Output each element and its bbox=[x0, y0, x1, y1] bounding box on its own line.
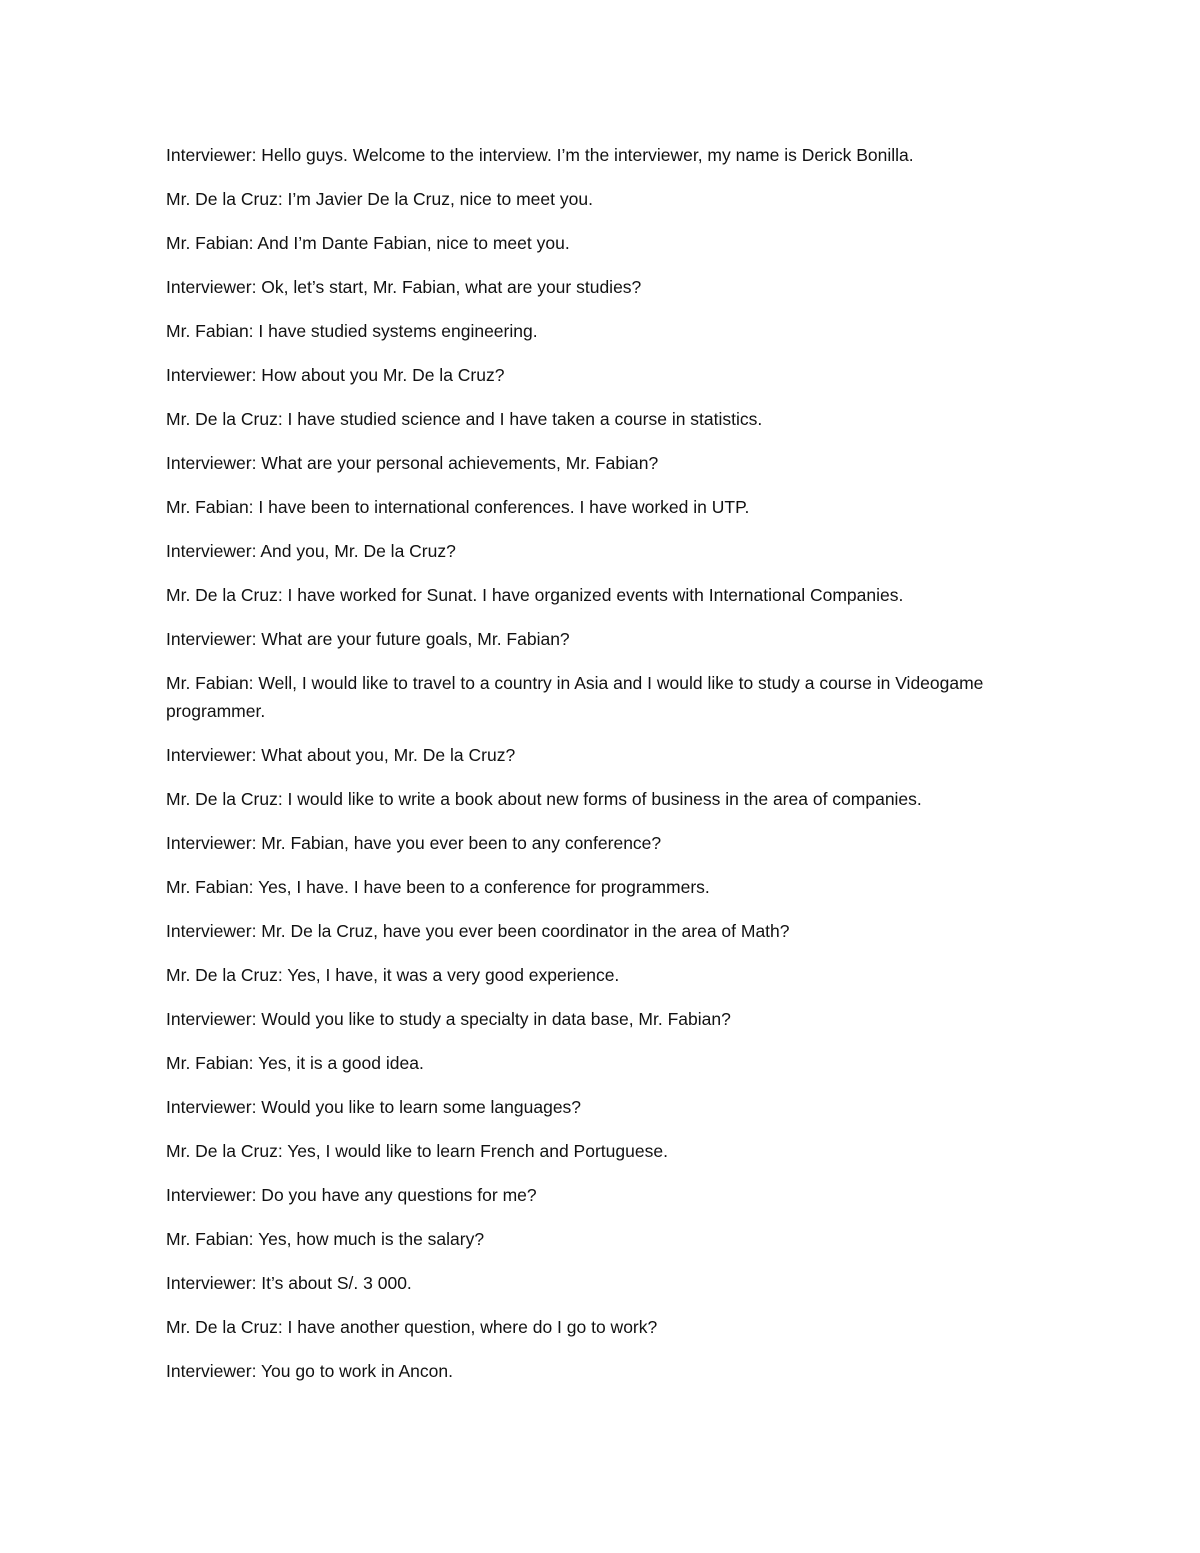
dialogue-line: Interviewer: What about you, Mr. De la Cruz? bbox=[166, 745, 516, 765]
dialogue-line: Mr. Fabian: I have been to international conferences. I have worked in UTP. bbox=[166, 497, 750, 517]
dialogue-line: Mr. De la Cruz: Yes, I have, it was a very good experience. bbox=[166, 965, 620, 985]
dialogue-line: Interviewer: It’s about S/. 3 000. bbox=[166, 1273, 412, 1293]
interview-transcript bbox=[166, 141, 1046, 1401]
dialogue-line: Mr. De la Cruz: I have studied science and I have taken a course in statistics. bbox=[166, 409, 763, 429]
dialogue-line: Interviewer: Hello guys. Welcome to the interview. I’m the interviewer, my name is Derick Bonilla. bbox=[166, 145, 914, 165]
dialogue-line: Mr. Fabian: Yes, it is a good idea. bbox=[166, 1053, 424, 1073]
dialogue-line: Mr. Fabian: Well, I would like to travel to a country in Asia and I would like to study a course in Videogame programmer. bbox=[166, 673, 984, 721]
dialogue-line: Mr. Fabian: Yes, how much is the salary? bbox=[166, 1229, 485, 1249]
dialogue-line: Mr. De la Cruz: Yes, I would like to learn French and Portuguese. bbox=[166, 1141, 668, 1161]
dialogue-line: Mr. De la Cruz: I would like to write a book about new forms of business in the area of companies. bbox=[166, 789, 922, 809]
dialogue-line: Mr. Fabian: And I’m Dante Fabian, nice to meet you. bbox=[166, 233, 570, 253]
dialogue-line: Interviewer: Do you have any questions for me? bbox=[166, 1185, 537, 1205]
dialogue-line: Interviewer: You go to work in Ancon. bbox=[166, 1361, 453, 1381]
dialogue-line: Mr. Fabian: I have studied systems engineering. bbox=[166, 321, 538, 341]
dialogue-line: Interviewer: Would you like to learn some languages? bbox=[166, 1097, 582, 1117]
dialogue-line: Mr. De la Cruz: I have another question, where do I go to work? bbox=[166, 1317, 658, 1337]
dialogue-line: Interviewer: Ok, let’s start, Mr. Fabian, what are your studies? bbox=[166, 277, 642, 297]
dialogue-line: Interviewer: How about you Mr. De la Cruz? bbox=[166, 365, 505, 385]
dialogue-line: Mr. De la Cruz: I have worked for Sunat. I have organized events with International Companies. bbox=[166, 585, 904, 605]
dialogue-line: Interviewer: And you, Mr. De la Cruz? bbox=[166, 541, 456, 561]
dialogue-line: Mr. De la Cruz: I’m Javier De la Cruz, nice to meet you. bbox=[166, 189, 593, 209]
dialogue-line: Interviewer: Mr. De la Cruz, have you ever been coordinator in the area of Math? bbox=[166, 921, 790, 941]
dialogue-line: Interviewer: What are your future goals, Mr. Fabian? bbox=[166, 629, 570, 649]
dialogue-line: Interviewer: What are your personal achievements, Mr. Fabian? bbox=[166, 453, 659, 473]
dialogue-line: Interviewer: Would you like to study a specialty in data base, Mr. Fabian? bbox=[166, 1009, 731, 1029]
dialogue-line: Mr. Fabian: Yes, I have. I have been to a conference for programmers. bbox=[166, 877, 710, 897]
dialogue-line: Interviewer: Mr. Fabian, have you ever been to any conference? bbox=[166, 833, 662, 853]
